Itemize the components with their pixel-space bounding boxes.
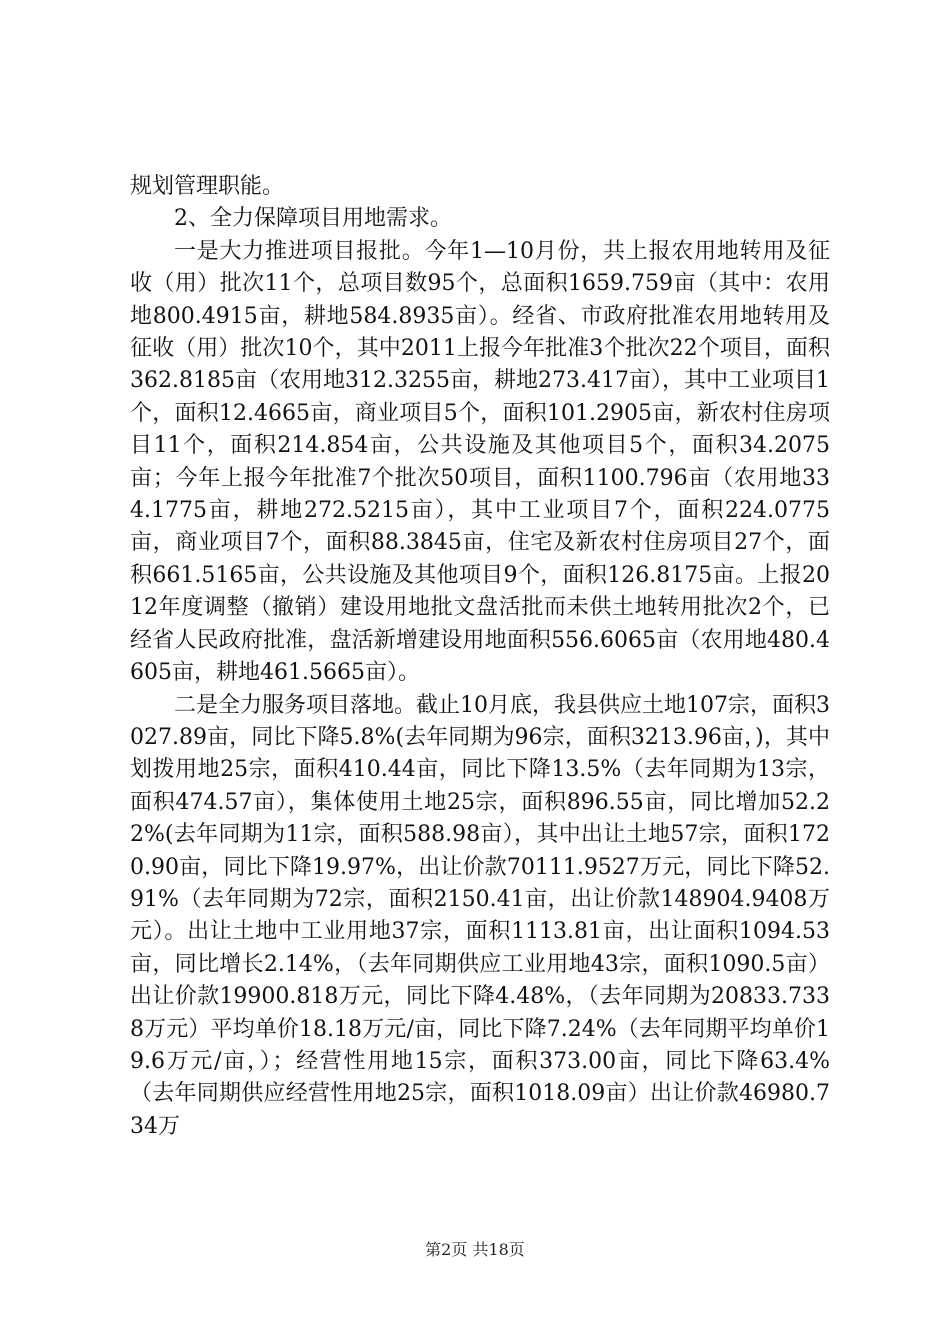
document-body (130, 171, 830, 1143)
paragraph-project-approval: 一是大力推进项目报批。今年1—10月份，共上报农用地转用及征收（用）批次11个，总项目数95个，总面积1659.759亩（其中：农用地800.4915亩，耕地584.8935亩）。经省、市政府批准农用地转用及征收（用）批次10个，其中2011上报今年批准3个批次22个项目，面积362.8185亩（农用地312.3255亩，耕地273.417亩），其中工业项目1个，面积12.4665亩，商业项目5个，面积101.2905亩，新农村住房项目11个，面积214.854亩，公共设施及其他项目5个，面积34.2075亩；今年上报今年批准7个批次50项目，面积1100.796亩（农用地334.1775亩，耕地272.5215亩），其中工业项目7个，面积224.0775亩，商业项目7个，面积88.3845亩，住宅及新农村住房项目27个，面积661.5165亩，公共设施及其他项目9个，面积126.8175亩。上报2012年度调整（撤销）建设用地批文盘活批而未供土地转用批次2个，已经省人民政府批准，盘活新增建设用地面积556.6065亩（农用地480.4605亩，耕地461.5665亩）。 (130, 238, 830, 686)
section-heading: 2、全力保障项目用地需求。 (174, 206, 452, 232)
paragraph-continuation: 规划管理职能。 (130, 174, 285, 199)
paragraph-project-landing: 二是全力服务项目落地。截止10月底，我县供应土地107宗，面积3027.89亩，同比下降5.8%(去年同期为96宗，面积3213.96亩，)，其中划拨用地25宗，面积410.44亩，同比下降13.5%（去年同期为13宗，面积474.57亩），集体使用土地25宗，面积896.55亩，同比增加52.22%(去年同期为11宗，面积588.98亩），其中出让土地57宗，面积1720.90亩，同比下降19.97%，出让价款70111.9527万元，同比下降52.91%（去年同期为72宗，面积2150.41亩，出让价款148904.9408万元）。出让土地中工业用地37宗，面积1113.81亩，出让面积1094.53亩，同比增长2.14%，（去年同期供应工业用地43宗，面积1090.5亩）出让价款19900.818万元，同比下降4.48%，（去年同期为20833.7338万元）平均单价18.18万元/亩，同比下降7.24%（去年同期平均单价19.6万元/亩，）；经营性用地15宗，面积373.00亩，同比下降63.4%（去年同期供应经营性用地25宗，面积1018.09亩）出让价款46980.734万 (130, 692, 830, 1139)
page-footer: 第2页 共18页 (425, 1240, 525, 1259)
